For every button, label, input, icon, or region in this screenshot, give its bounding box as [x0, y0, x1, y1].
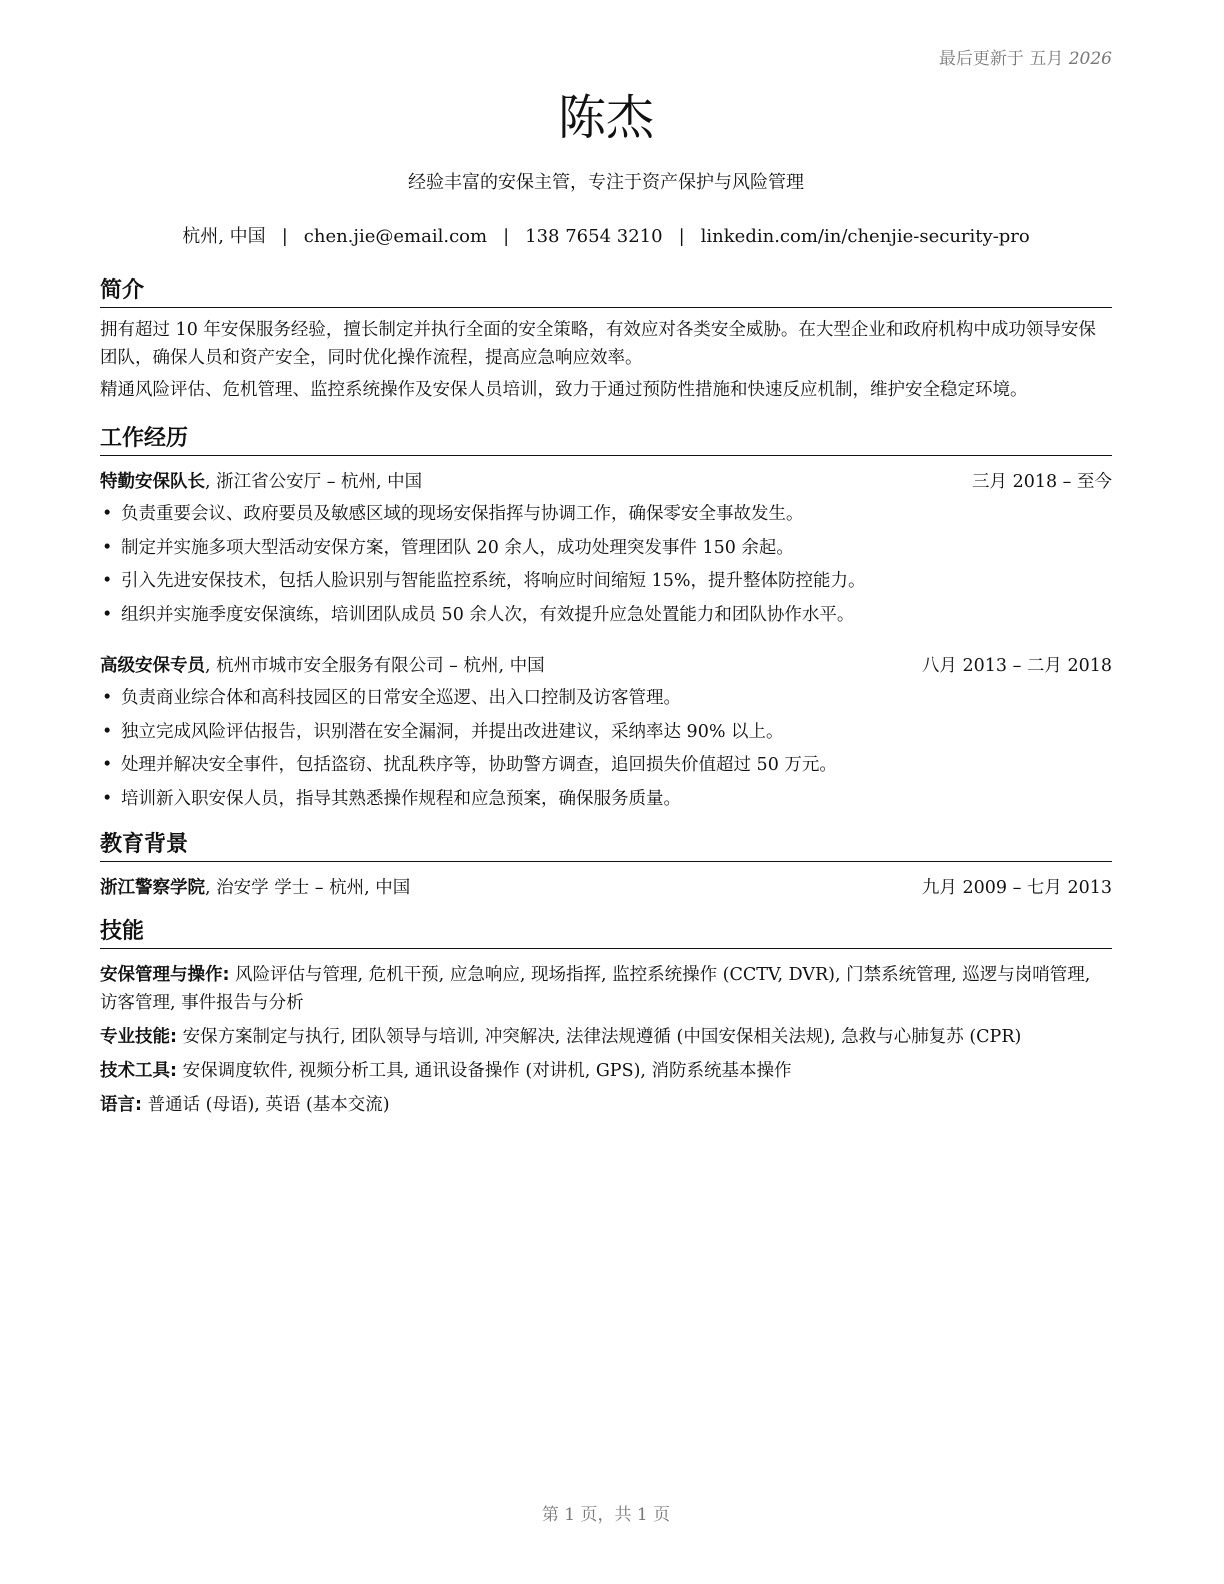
job-bullet: • 培训新入职安保人员，指导其熟悉操作规程和应急预案，确保服务质量。	[100, 783, 1112, 817]
job-title-line	[100, 466, 422, 498]
skill-label: 专业技能:	[100, 1027, 177, 1047]
summary-paragraph: 拥有超过 10 年安保服务经验，擅长制定并执行全面的安全策略，有效应对各类安全威胁。在大型企业和政府机构中成功领导安保团队，确保人员和资产安全，同时优化操作流程，提高应急响应效率。	[100, 320, 1096, 368]
education-line	[100, 872, 410, 904]
summary-paragraph: 精通风险评估、危机管理、监控系统操作及安保人员培训，致力于通过预防性措施和快速反应机制，维护安全稳定环境。	[100, 380, 1028, 400]
contact-separator: |	[678, 226, 685, 247]
degree: , 治安学 学士 – 杭州, 中国	[205, 878, 411, 898]
contact-separator: |	[503, 226, 510, 247]
resume-page	[100, 0, 1112, 1584]
bullet-icon: •	[102, 604, 113, 625]
summary-section	[100, 276, 1112, 404]
skills-title: 技能	[100, 917, 1112, 949]
skill-item	[100, 1091, 1112, 1119]
job-org: , 浙江省公安厅 – 杭州, 中国	[205, 472, 423, 492]
skill-label: 技术工具:	[100, 1061, 177, 1081]
candidate-name: 陈杰	[557, 90, 654, 146]
contact-line	[100, 224, 1112, 250]
last-updated-year: 2026	[1068, 49, 1112, 69]
job-org: , 杭州市城市安全服务有限公司 – 杭州, 中国	[205, 656, 545, 676]
education-section	[100, 830, 1112, 904]
job-entry	[100, 650, 1112, 816]
page-footer: 第 1 页，共 1 页	[541, 1505, 671, 1525]
job-header	[100, 466, 1112, 498]
job-bullet: • 引入先进安保技术，包括人脸识别与智能监控系统，将响应时间缩短 15%，提升整体防控能力。	[100, 565, 1112, 599]
skill-item	[100, 961, 1112, 1017]
skill-label: 安保管理与操作:	[100, 965, 230, 985]
skill-text: 普通话 (母语), 英语 (基本交流)	[142, 1095, 390, 1115]
contact-linkedin[interactable]: linkedin.com/in/chenjie-security-pro	[700, 226, 1030, 247]
skills-section	[100, 917, 1112, 1119]
last-updated-label: 最后更新于 五月	[938, 49, 1064, 69]
contact-email[interactable]: chen.jie@email.com	[303, 226, 488, 247]
job-title-line	[100, 650, 545, 682]
job-bullet: • 制定并实施多项大型活动安保方案，管理团队 20 余人，成功处理突发事件 150 余起。	[100, 532, 1112, 566]
skill-text: 安保方案制定与执行, 团队领导与培训, 冲突解决, 法律法规遵循 (中国安保相关法规), 急救与心肺复苏 (CPR)	[177, 1027, 1022, 1047]
bullet-icon: •	[102, 755, 113, 775]
bullet-icon: •	[102, 688, 113, 708]
bullet-icon: •	[102, 721, 113, 742]
job-dates: 八月 2013 – 二月 2018	[921, 656, 1112, 676]
skill-text: 安保调度软件, 视频分析工具, 通讯设备操作 (对讲机, GPS), 消防系统基本操作	[177, 1061, 792, 1081]
bullet-icon: •	[102, 504, 113, 524]
education-title: 教育背景	[100, 830, 1112, 862]
job-bullet: • 负责重要会议、政府要员及敏感区域的现场安保指挥与协调工作，确保零安全事故发生。	[100, 498, 1112, 532]
skill-item	[100, 1057, 1112, 1085]
job-bullet: • 组织并实施季度安保演练，培训团队成员 50 余人次，有效提升应急处置能力和团队协作水平。	[100, 599, 1112, 633]
job-bullets	[100, 682, 1112, 816]
job-bullets	[100, 498, 1112, 632]
school-name: 浙江警察学院	[100, 878, 205, 898]
bullet-icon: •	[102, 571, 113, 591]
contact-location: 杭州, 中国	[182, 226, 266, 247]
summary-title: 简介	[100, 276, 1112, 308]
job-dates: 三月 2018 – 至今	[972, 472, 1112, 492]
experience-title: 工作经历	[100, 424, 1112, 456]
job-bullet: • 独立完成风险评估报告，识别潜在安全漏洞，并提出改进建议，采纳率达 90% 以上。	[100, 716, 1112, 750]
last-updated	[939, 44, 1112, 69]
education-dates: 九月 2009 – 七月 2013	[921, 878, 1112, 898]
contact-phone: 138 7654 3210	[525, 226, 663, 247]
skills-list	[100, 961, 1112, 1119]
skill-label: 语言:	[100, 1095, 142, 1115]
contact-separator: |	[281, 226, 288, 247]
job-bullet: • 处理并解决安全事件，包括盗窃、扰乱秩序等，协助警方调查，追回损失价值超过 50 万元。	[100, 749, 1112, 783]
skill-item	[100, 1023, 1112, 1051]
bullet-icon: •	[102, 537, 113, 558]
job-title: 高级安保专员	[100, 656, 205, 676]
skill-text: 风险评估与管理, 危机干预, 应急响应, 现场指挥, 监控系统操作 (CCTV, DVR), 门禁系统管理, 巡逻与岗哨管理, 访客管理, 事件报告与分析	[100, 965, 1091, 1013]
bullet-icon: •	[102, 788, 113, 809]
job-entry	[100, 466, 1112, 632]
headline: 经验丰富的安保主管，专注于资产保护与风险管理	[408, 172, 804, 193]
job-header	[100, 650, 1112, 682]
job-bullet: • 负责商业综合体和高科技园区的日常安全巡逻、出入口控制及访客管理。	[100, 682, 1112, 716]
job-title: 特勤安保队长	[100, 472, 205, 492]
education-entry	[100, 872, 1112, 904]
experience-section	[100, 424, 1112, 816]
